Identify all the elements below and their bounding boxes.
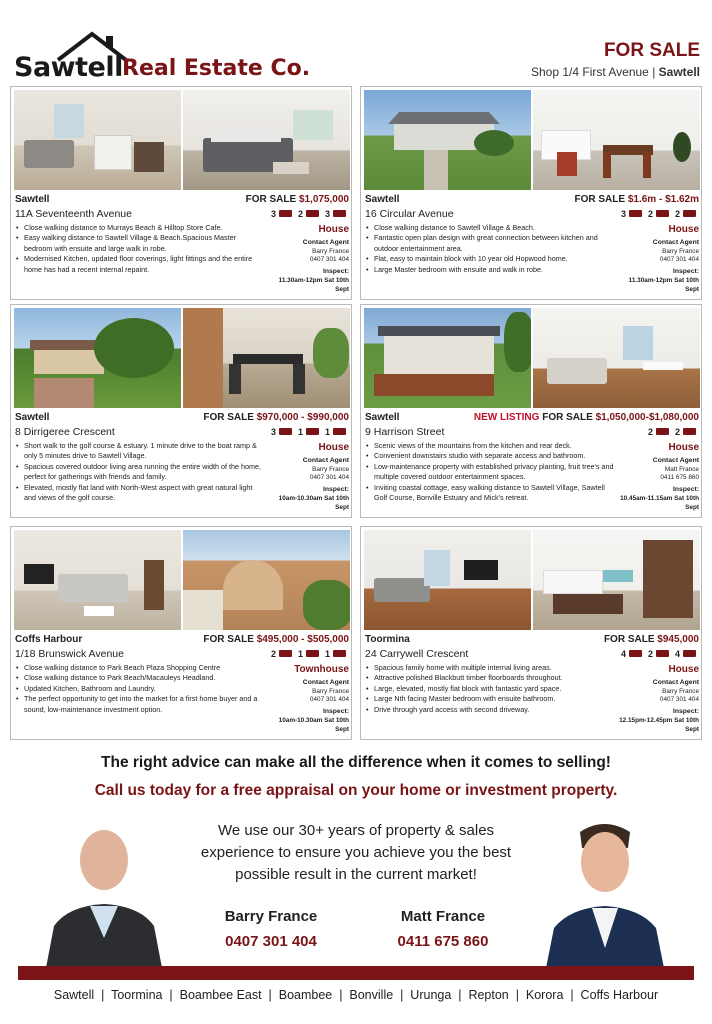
bed-icon (656, 428, 669, 435)
car-icon (683, 210, 696, 217)
listing-price: FOR SALE $1.6m - $1.62m (574, 194, 699, 205)
agent-photo-barry (38, 818, 168, 968)
listing-photo-patio (183, 308, 350, 408)
for-sale-heading: FOR SALE (603, 40, 700, 61)
listing-contact: House Contact Agent Barry France 0407 301 404 Inspect: 10am-10.30am Sat 10th Sept (267, 441, 349, 512)
listing-price: FOR SALE $970,000 - $990,000 (203, 412, 349, 423)
listing-card[interactable] (10, 526, 352, 740)
car-icon (333, 210, 346, 217)
listing-photo-living (364, 530, 531, 630)
property-type: House (668, 442, 699, 453)
agent-name: Matt France (400, 908, 486, 925)
listing-contact: Townhouse Contact Agent Barry France 0407 301 404 Inspect: 10am-10.30am Sat 10th Sept (267, 663, 349, 734)
bed-icon (279, 650, 292, 657)
listing-card[interactable] (10, 86, 352, 300)
listing-photo-exterior (364, 90, 531, 190)
listing-suburb: Sawtell (365, 194, 400, 205)
listing-price: FOR SALE $495,000 - $505,000 (203, 634, 349, 645)
listing-features: 3 2 2 (621, 208, 699, 220)
listing-features: 3 2 3 (271, 208, 349, 220)
listing-street: 24 Carrywell Crescent (365, 647, 469, 660)
listing-bullets: • Close walking distance to Sawtell Village & Beach. • Fantastic open plan design with great connection between kitchen and outdoor entertainment area. • Flat, easy to maintain block with 10 year old Hopwood home. • Large Master bedroom with ensuite and walk in robe. (365, 223, 615, 294)
listing-suburb: Sawtell (365, 412, 400, 423)
listing-street: 1/18 Brunswick Avenue (15, 647, 124, 660)
listing-suburb: Coffs Harbour (15, 634, 83, 645)
advert-cta: Call us today for a free appraisal on your home or investment property. (94, 782, 618, 799)
listing-photo-kitchen (533, 530, 700, 630)
listing-photo-dining (533, 90, 700, 190)
listing-street: 16 Circular Avenue (365, 207, 454, 220)
property-type: House (318, 442, 349, 453)
listing-features: 2 1 1 (271, 648, 349, 660)
listing-card[interactable] (360, 86, 702, 300)
car-icon (683, 650, 696, 657)
bed-icon (629, 210, 642, 217)
listing-price: FOR SALE $1,075,000 (245, 194, 349, 205)
listing-photo-bedroom (183, 90, 350, 190)
listing-bullets: • Close walking distance to Murrays Beach & Hilltop Store Cafe. • Easy walking distance to Sawtell Village & Beach.Spacious Master bedroom with ensuite and large walk in robe. • Modernised Kitchen, updated floor coverings, light fittings and the entire home has had a recent internal repaint. (15, 223, 265, 294)
agent-name: Barry France (224, 908, 318, 925)
listing-photo-living (14, 90, 181, 190)
listing-photo-exterior (14, 308, 181, 408)
bath-icon (656, 650, 669, 657)
logo-word-sawtell: Sawtell (14, 52, 123, 83)
property-type: House (318, 224, 349, 235)
listing-photo-living (14, 530, 181, 630)
advert-section (0, 738, 712, 1024)
bath-icon (306, 428, 319, 435)
listing-price: NEW LISTING FOR SALE $1,050,000-$1,080,000 (473, 412, 699, 423)
listing-street: 9 Harrison Street (365, 425, 445, 438)
agent-phone: 0411 675 860 (397, 933, 489, 950)
office-address: Shop 1/4 First Avenue | Sawtell (531, 65, 700, 79)
agent-phone: 0407 301 404 (225, 933, 317, 950)
property-type: House (668, 664, 699, 675)
listing-features: 2 2 (648, 426, 699, 438)
advert-headline: The right advice can make all the difference when it comes to selling! (101, 754, 611, 771)
listing-contact: House Contact Agent Barry France 0407 301 404 Inspect: 11.30am-12pm Sat 10th Sept (617, 223, 699, 294)
listing-photo-living (533, 308, 700, 408)
property-type: Townhouse (294, 664, 349, 675)
bath-icon (306, 650, 319, 657)
listing-contact: House Contact Agent Barry France 0407 301 404 Inspect: 11.30am-12pm Sat 10th Sept (267, 223, 349, 294)
listing-photo-deck (364, 308, 531, 408)
listing-card[interactable] (360, 304, 702, 518)
new-listing-badge: NEW LISTING (473, 412, 540, 423)
property-type: House (668, 224, 699, 235)
listing-contact: House Contact Agent Matt France 0411 675 860 Inspect: 10.45am-11.15am Sat 10th Sept (617, 441, 699, 512)
listing-bullets: • Short walk to the golf course & estuary. 1 minute drive to the boat ramp & only 5 minutes drive to Sawtell Village. • Spacious covered outdoor living area running the entire width of the home, perfect for gatherings with friends and family. • Elevated, mostly flat land with North-West aspect with great natural light and views of the golf course. (15, 441, 265, 512)
listing-bullets: • Close walking distance to Park Beach Plaza Shopping Centre • Close walking distance to Park Beach/Macauleys Headland. • Updated Kitchen, Bathroom and Laundry. • The perfect opportunity to get into the market for a first home buyer and a sound, low-maintenance investment option. (15, 663, 265, 734)
listing-photo-courtyard (183, 530, 350, 630)
listing-contact: House Contact Agent Barry France 0407 301 404 Inspect: 12.15pm-12.45pm Sat 10th Sept (617, 663, 699, 734)
listing-price: FOR SALE $945,000 (603, 634, 699, 645)
bath-icon (656, 210, 669, 217)
listing-bullets: • Spacious family home with multiple internal living areas. • Attractive polished Blackbutt timber floorboards throughout. • Large, elevated, mostly flat block with fantastic yard space. • Large Nth facing Master bedroom with ensuite bathroom. • Drive through yard access with second driveway. (365, 663, 615, 734)
listing-street: 8 Dirrigeree Crescent (15, 425, 115, 438)
agent-photo-matt (540, 818, 670, 968)
page-header (0, 0, 712, 88)
bed-icon (629, 650, 642, 657)
listing-suburb: Sawtell (15, 412, 50, 423)
listing-card[interactable] (10, 304, 352, 518)
car-icon (333, 428, 346, 435)
listing-features: 4 2 4 (621, 648, 699, 660)
listing-suburb: Sawtell (15, 194, 50, 205)
listing-street: 11A Seventeenth Avenue (15, 207, 132, 220)
advert-blurb: We use our 30+ years of property & sales experience to ensure you achieve you the best possible result in the current market! (200, 822, 512, 883)
service-areas: Sawtell | Toormina | Boambee East | Boambee | Bonville | Urunga | Repton | Korora | Coffs Harbour (53, 988, 659, 1002)
agent-matt (380, 908, 506, 950)
bed-icon (279, 428, 292, 435)
listing-card[interactable] (360, 526, 702, 740)
listing-features: 3 1 1 (271, 426, 349, 438)
bed-icon (279, 210, 292, 217)
listing-suburb: Toormina (365, 634, 410, 645)
bath-icon (306, 210, 319, 217)
brand-divider-bar (18, 966, 694, 980)
listing-bullets: • Scenic views of the mountains from the kitchen and rear deck. • Convenient downstairs studio with separate access and bathroom. • Low-maintenance property with established privacy planting, fruit tree's and multiple covered outdoor entertainment spaces. • Inviting coastal cottage, easy walking distance to Sawtell Village, Sawtell Golf Course, Bonville Estuary and Mick's retreat. (365, 441, 615, 512)
logo-word-realestate: Real Estate Co. (122, 56, 311, 81)
bath-icon (683, 428, 696, 435)
agent-barry (208, 908, 334, 950)
car-icon (333, 650, 346, 657)
